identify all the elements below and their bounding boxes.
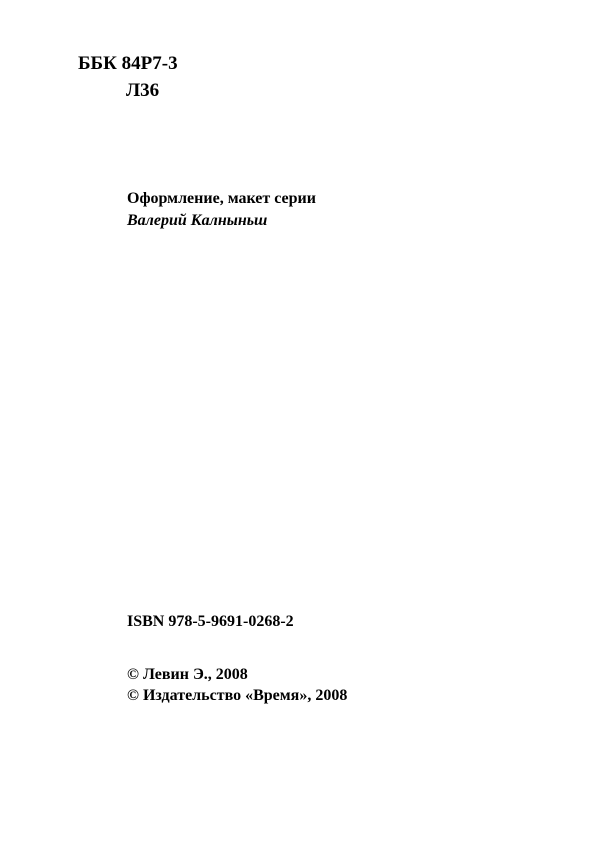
bbk-code: ББК 84Р7-3 xyxy=(78,53,178,74)
copyright-author: © Левин Э., 2008 xyxy=(127,666,248,683)
copyright-block xyxy=(127,664,347,706)
design-credit-block xyxy=(127,188,316,232)
design-credit-label: Оформление, макет серии xyxy=(127,190,316,207)
author-mark: Л36 xyxy=(126,80,160,101)
isbn-number: ISBN 978-5-9691-0268-2 xyxy=(127,613,294,630)
designer-name: Валерий Калныньш xyxy=(127,212,268,229)
classification-block xyxy=(78,50,178,104)
copyright-publisher: © Издательство «Время», 2008 xyxy=(127,687,348,704)
